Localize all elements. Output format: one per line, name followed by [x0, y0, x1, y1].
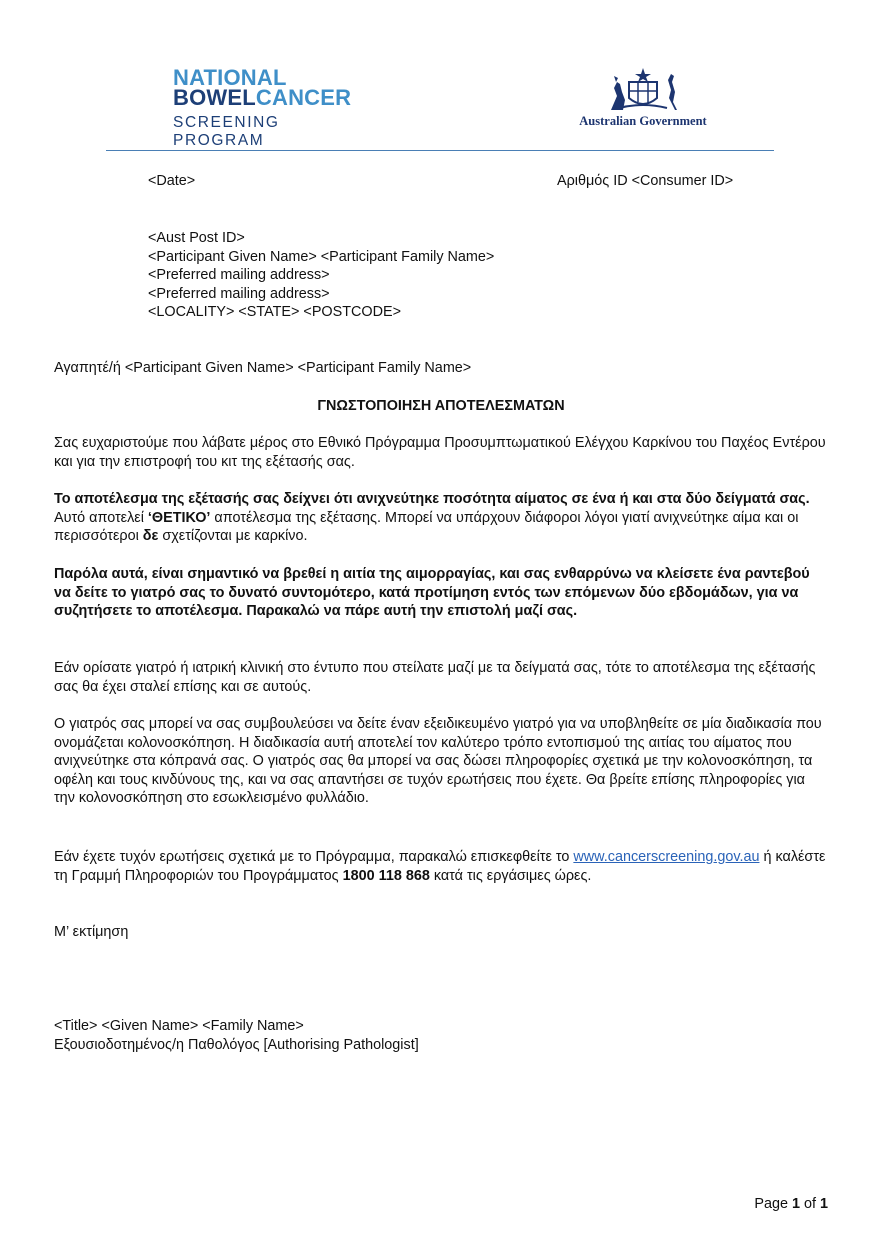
- header-divider: [106, 150, 774, 151]
- australian-government-logo: [572, 66, 714, 132]
- address-line: <Preferred mailing address>: [148, 267, 330, 284]
- logo-line-screening-program: SCREENING PROGRAM: [173, 114, 280, 149]
- australian-government-text: Australian Government: [579, 114, 707, 128]
- of-word: of: [803, 1196, 816, 1212]
- contact-text-b: ή καλέστε τη Γραμμή Πληροφοριών του Προγράμματος: [54, 849, 826, 884]
- result-text-b: αποτέλεσμα της εξέτασης. Μπορεί να υπάρχουν διάφοροι λόγοι γιατί ανιχνεύτηκε αίμα και οι περισσότεροι: [54, 509, 799, 545]
- paragraph-see-doctor: Παρόλα αυτά, είναι σημαντικό να βρεθεί η αιτία της αιμορραγίας, και σας ενθαρρύνω να κλείσετε ένα ραντεβού να δείτε το γιατρό σας το δυνατό συντομότερο, κατά προτίμηση εντός των επόμενων δύο εβδομάδων, για να συζητήσετε το αποτέλεσμα. Παρακαλώ να πάρε αυτή την επιστολή μαζί σας.: [54, 566, 810, 620]
- address-line: <LOCALITY> <STATE> <POSTCODE>: [148, 304, 401, 321]
- signatory-role: Εξουσιοδοτημένος/η Παθολόγος [Authorising Pathologist]: [54, 1037, 419, 1053]
- positive-result-label: ‘ΘΕΤΙΚΟ’: [147, 509, 211, 526]
- cancerscreening-link[interactable]: www.cancerscreening.gov.au: [573, 849, 760, 865]
- page-word: Page: [754, 1196, 788, 1212]
- coat-of-arms-icon: [605, 66, 681, 112]
- info-line-phone: 1800 118 868: [342, 867, 430, 884]
- result-text-a: Αυτό αποτελεί: [54, 509, 148, 526]
- consumer-id: Αριθμός ID <Consumer ID>: [557, 173, 734, 189]
- logo-word-bowel: BOWEL: [173, 85, 256, 110]
- not-emphasis: δε: [142, 528, 159, 545]
- current-page: 1: [791, 1196, 800, 1212]
- paragraph-colonoscopy: Ο γιατρός σας μπορεί να σας συμβουλεύσει να δείτε έναν εξειδικευμένο γιατρό για να υποβληθείτε σε μία διαδικασία που ονομάζεται κολονοσκόπηση. Η διαδικασία αυτή αποτελεί τον καλύτερο τρόπο εντοπισμού της αιτίας του αίματος που ανιχνεύτηκε στα κόπρανά σας. Ο γιατρός σας θα μπορεί να σας δώσει πληροφορίες σχετικά με την κολονοσκόπηση, τα οφέλη και τους κινδύνους της, και να σας απαντήσει σε τυχόν ερωτήσεις που έχετε. Θα βρείτε επίσης πληροφορίες για την κολονοσκόπηση στο εσωκλεισμένο φυλλάδιο.: [54, 716, 822, 807]
- address-line: <Preferred mailing address>: [148, 285, 330, 302]
- total-pages: 1: [819, 1196, 828, 1212]
- logo-line-national: NATIONAL: [173, 65, 287, 90]
- signatory-name: <Title> <Given Name> <Family Name>: [54, 1018, 304, 1034]
- address-block: [148, 229, 494, 322]
- logo-line-bowelcancer: [173, 85, 373, 110]
- letter-date: <Date>: [148, 173, 196, 189]
- contact-text-c: κατά τις εργάσιμες ώρες.: [429, 867, 592, 884]
- contact-text-a: Εάν έχετε τυχόν ερωτήσεις σχετικά με το Πρόγραμμα, παρακαλώ επισκεφθείτε το: [54, 849, 574, 865]
- result-text-c: σχετίζονται με καρκίνο.: [158, 528, 308, 545]
- paragraph-thanks: Σας ευχαριστούμε που λάβατε μέρος στο Εθνικό Πρόγραμμα Προσυμπτωματικού Ελέγχου Καρκίνου του Παχέος Εντέρου και για την επιστροφή του κιτ της εξέτασής σας.: [54, 435, 826, 470]
- result-bold-text: Το αποτέλεσμα της εξέτασής σας δείχνει ότι ανιχνεύτηκε ποσότητα αίματος σε ένα ή και στα δύο δείγματά σας.: [54, 491, 810, 507]
- address-line: <Aust Post ID>: [148, 230, 245, 246]
- paragraph-result: [54, 490, 829, 546]
- salutation: Αγαπητέ/ή <Participant Given Name> <Participant Family Name>: [54, 360, 472, 376]
- paragraph-doctor-notified: Εάν ορίσατε γιατρό ή ιατρική κλινική στο έντυπο που στείλατε μαζί με τα δείγματά σας, τότε το αποτέλεσμα της εξέτασής σας θα έχει σταλεί επίσης και σε αυτούς.: [54, 660, 816, 695]
- address-line: <Participant Given Name> <Participant Family Name>: [148, 248, 495, 265]
- page-number: [754, 1196, 828, 1212]
- logo-word-cancer: CANCER: [255, 85, 352, 110]
- ncsp-logo: [173, 65, 373, 149]
- letter-heading: ΓΝΩΣΤΟΠΟΙΗΣΗ ΑΠΟΤΕΛΕΣΜΑΤΩΝ: [317, 398, 565, 414]
- paragraph-contact: [54, 848, 829, 885]
- closing: Μ’ εκτίμηση: [54, 924, 129, 940]
